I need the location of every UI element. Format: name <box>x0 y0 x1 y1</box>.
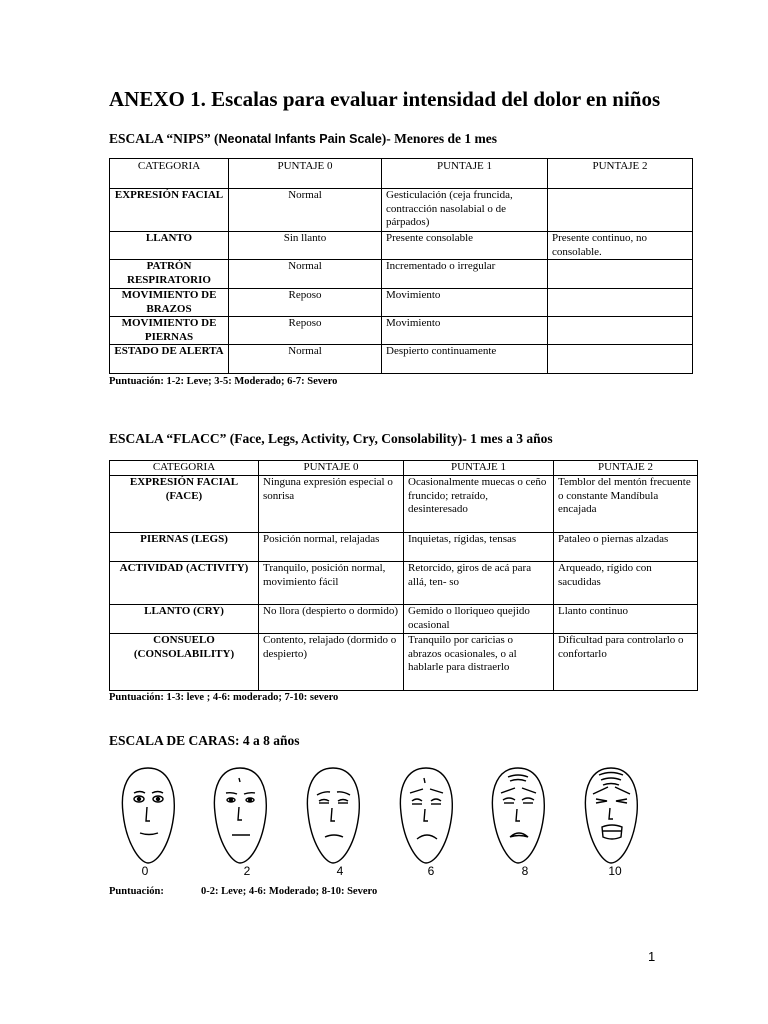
flacc-cell-puntaje1: Retorcido, giros de acá para allá, ten- so <box>404 562 554 605</box>
nips-header-puntaje0: PUNTAJE 0 <box>229 159 382 189</box>
nips-cell-puntaje2 <box>548 189 693 232</box>
flacc-cell-categoria: EXPRESIÓN FACIAL (FACE) <box>110 476 259 533</box>
face-4-icon <box>307 768 359 863</box>
face-label-4: 4 <box>336 864 344 878</box>
nips-cell-puntaje0: Normal <box>229 260 382 289</box>
face-label-8: 8 <box>521 864 529 878</box>
nips-cell-puntaje1: Movimiento <box>382 317 548 345</box>
face-label-6: 6 <box>427 864 435 878</box>
nips-heading-name: Neonatal Infants Pain Scale <box>218 132 382 146</box>
nips-cell-puntaje0: Reposo <box>229 289 382 317</box>
flacc-header-row <box>110 461 698 476</box>
nips-cell-categoria: ESTADO DE ALERTA <box>110 345 229 374</box>
flacc-header-categoria: CATEGORIA <box>110 461 259 476</box>
page-number: 1 <box>648 949 656 964</box>
flacc-cell-categoria: CONSUELO (CONSOLABILITY) <box>110 634 259 691</box>
flacc-cell-puntaje1: Tranquilo por caricias o abrazos ocasionales, o al hablarle para distraerlo <box>404 634 554 691</box>
face-8-icon <box>492 768 544 863</box>
nips-cell-puntaje0: Normal <box>229 189 382 232</box>
face-10-icon <box>585 768 637 863</box>
flacc-cell-puntaje2: Pataleo o piernas alzadas <box>554 533 698 562</box>
nips-row <box>110 289 693 317</box>
flacc-cell-puntaje2: Dificultad para controlarlo o confortarlo <box>554 634 698 691</box>
flacc-header-puntaje0: PUNTAJE 0 <box>259 461 404 476</box>
nips-header-puntaje2: PUNTAJE 2 <box>548 159 693 189</box>
flacc-row <box>110 562 698 605</box>
nips-heading <box>109 131 497 147</box>
nips-header-row <box>110 159 693 189</box>
nips-row <box>110 232 693 260</box>
face-label-2: 2 <box>243 864 251 878</box>
page-title: ANEXO 1. Escalas para evaluar intensidad del dolor en niños <box>109 87 661 111</box>
flacc-header-puntaje2: PUNTAJE 2 <box>554 461 698 476</box>
nips-cell-puntaje2 <box>548 289 693 317</box>
nips-score: Puntuación: 1-2: Leve; 3-5: Moderado; 6-7: Severo <box>109 376 338 387</box>
flacc-cell-puntaje1: Inquietas, rígidas, tensas <box>404 533 554 562</box>
nips-cell-puntaje2 <box>548 317 693 345</box>
flacc-cell-puntaje0: No llora (despierto o dormido) <box>259 605 404 634</box>
caras-score: 0-2: Leve; 4-6: Moderado; 8-10: Severo <box>201 886 378 897</box>
flacc-cell-puntaje0: Contento, relajado (dormido o despierto) <box>259 634 404 691</box>
flacc-table <box>109 460 698 691</box>
caras-score-label: Puntuación: <box>109 886 164 897</box>
nips-cell-puntaje1: Gesticulación (ceja fruncida, contracción nasolabial o de párpados) <box>382 189 548 232</box>
flacc-row <box>110 476 698 533</box>
nips-cell-puntaje2: Presente continuo, no consolable. <box>548 232 693 260</box>
flacc-cell-categoria: ACTIVIDAD (ACTIVITY) <box>110 562 259 605</box>
flacc-cell-categoria: LLANTO (CRY) <box>110 605 259 634</box>
nips-cell-puntaje1: Incrementado o irregular <box>382 260 548 289</box>
flacc-cell-puntaje2: Llanto continuo <box>554 605 698 634</box>
flacc-header-puntaje1: PUNTAJE 1 <box>404 461 554 476</box>
flacc-cell-puntaje2: Temblor del mentón frecuente o constante Mandíbula encajada <box>554 476 698 533</box>
flacc-cell-puntaje1: Gemido o lloriqueo quejido ocasional <box>404 605 554 634</box>
nips-heading-prefix: ESCALA “NIPS” ( <box>109 131 219 146</box>
nips-row <box>110 189 693 232</box>
nips-cell-puntaje0: Sin llanto <box>229 232 382 260</box>
nips-cell-puntaje1: Despierto continuamente <box>382 345 548 374</box>
flacc-cell-puntaje0: Posición normal, relajadas <box>259 533 404 562</box>
flacc-cell-categoria: PIERNAS (LEGS) <box>110 533 259 562</box>
nips-header-puntaje1: PUNTAJE 1 <box>382 159 548 189</box>
nips-cell-puntaje0: Reposo <box>229 317 382 345</box>
nips-cell-puntaje0: Normal <box>229 345 382 374</box>
flacc-row <box>110 605 698 634</box>
nips-cell-categoria: EXPRESIÓN FACIAL <box>110 189 229 232</box>
flacc-row <box>110 634 698 691</box>
nips-cell-puntaje2 <box>548 260 693 289</box>
nips-cell-categoria: PATRÓN RESPIRATORIO <box>110 260 229 289</box>
nips-cell-puntaje1: Movimiento <box>382 289 548 317</box>
face-6-icon <box>400 768 452 863</box>
nips-row <box>110 317 693 345</box>
flacc-cell-puntaje0: Tranquilo, posición normal, movimiento fácil <box>259 562 404 605</box>
faces-scale-illustration <box>118 763 658 873</box>
face-label-0: 0 <box>141 864 149 878</box>
flacc-cell-puntaje1: Ocasionalmente muecas o ceño fruncido; retraído, desinteresado <box>404 476 554 533</box>
face-0-icon <box>122 768 174 863</box>
nips-cell-categoria: LLANTO <box>110 232 229 260</box>
face-2-icon <box>214 768 266 863</box>
nips-heading-suffix: )- Menores de 1 mes <box>381 131 497 146</box>
nips-row <box>110 345 693 374</box>
flacc-score: Puntuación: 1-3: leve ; 4-6: moderado; 7-10: severo <box>109 692 339 703</box>
flacc-cell-puntaje2: Arqueado, rígido con sacudidas <box>554 562 698 605</box>
caras-heading: ESCALA DE CARAS: 4 a 8 años <box>109 733 300 748</box>
nips-row <box>110 260 693 289</box>
nips-table <box>109 158 693 374</box>
face-label-10: 10 <box>608 864 622 878</box>
nips-cell-categoria: MOVIMIENTO DE PIERNAS <box>110 317 229 345</box>
nips-cell-puntaje2 <box>548 345 693 374</box>
nips-cell-categoria: MOVIMIENTO DE BRAZOS <box>110 289 229 317</box>
flacc-cell-puntaje0: Ninguna expresión especial o sonrisa <box>259 476 404 533</box>
nips-cell-puntaje1: Presente consolable <box>382 232 548 260</box>
nips-header-categoria: CATEGORIA <box>110 159 229 189</box>
flacc-row <box>110 533 698 562</box>
flacc-heading: ESCALA “FLACC” (Face, Legs, Activity, Cry, Consolability)- 1 mes a 3 años <box>109 431 553 446</box>
